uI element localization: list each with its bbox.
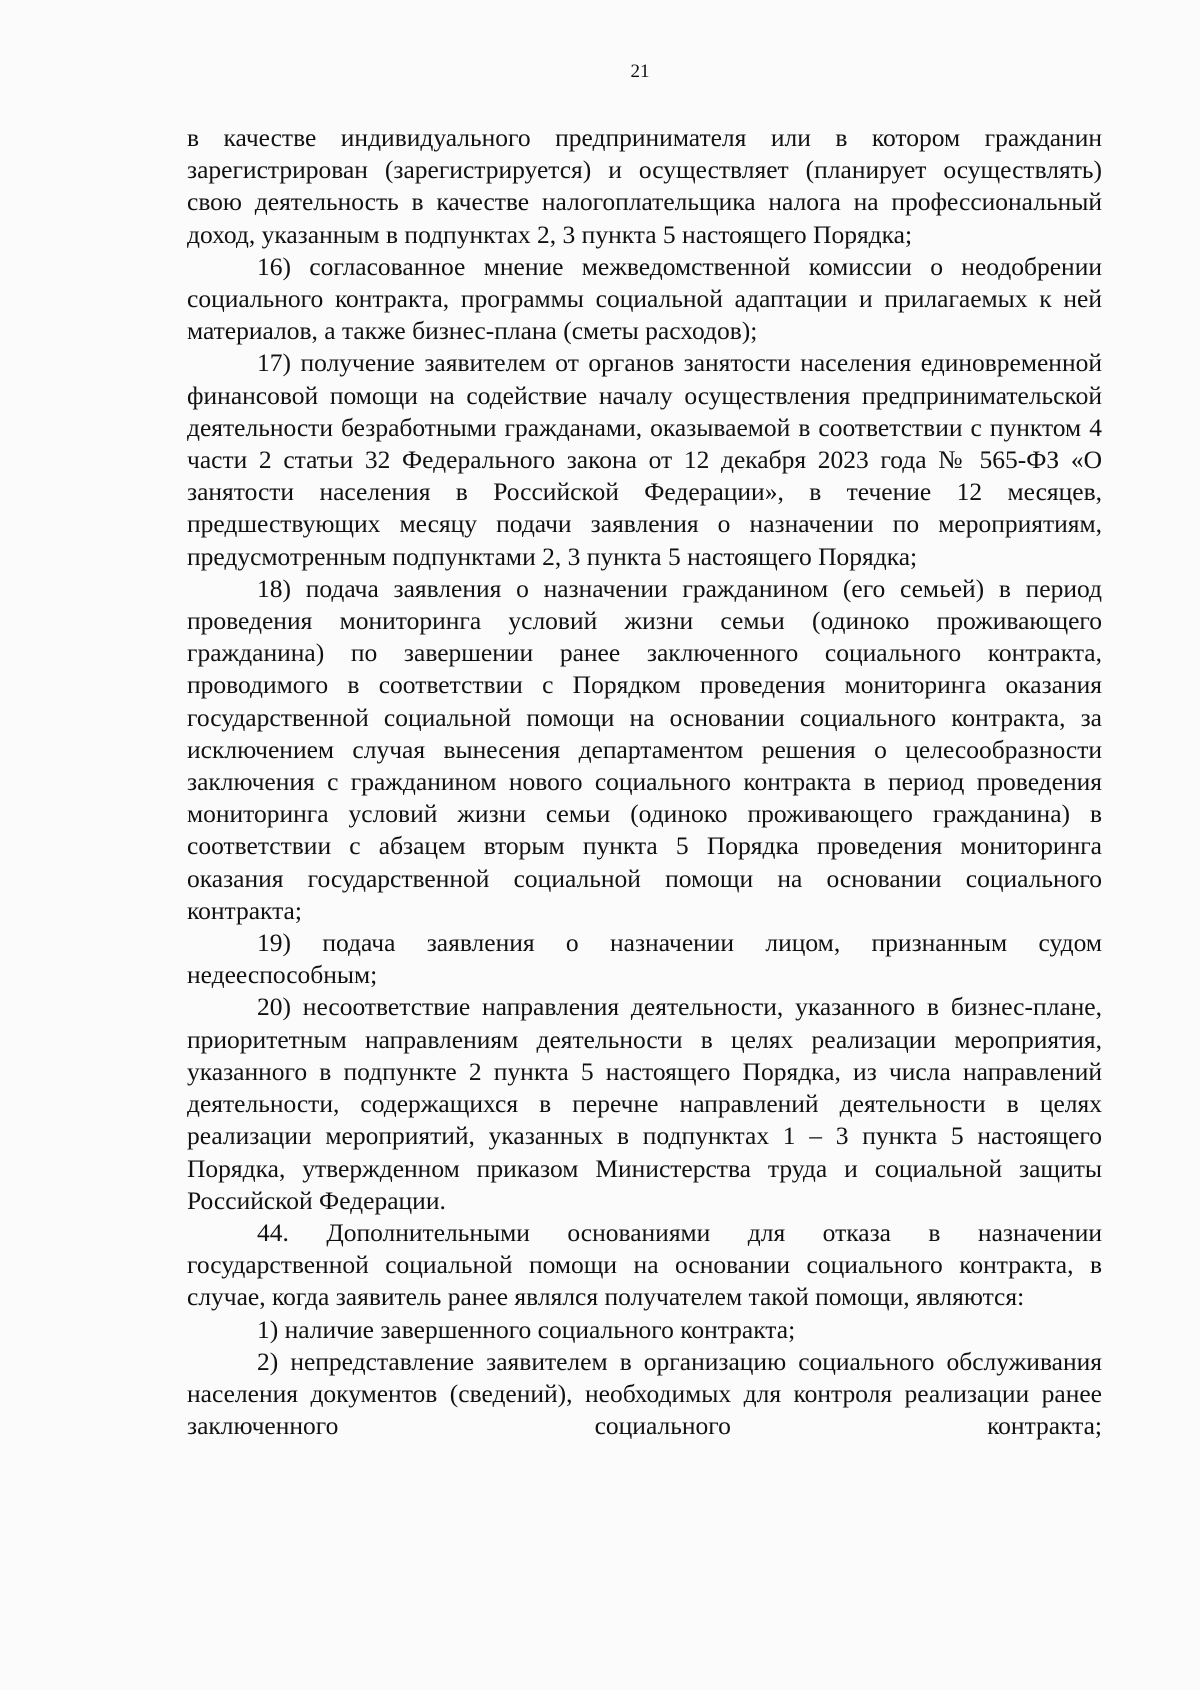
document-body — [187, 122, 1102, 1442]
paragraph-item-19: 19) подача заявления о назначении лицом, признанным судом недееспособным; — [187, 928, 1102, 990]
paragraph-item-17: 17) получение заявителем от органов занятости населения единовременной финансовой помощи на содействие началу осуществления предпринимательской деятельности безработными гражданами, оказываемой в соответствии с пунктом 4 части 2 статьи 32 Федерального закона от 12 декабря 2023 года № 565-ФЗ «О занятости населения в Российской Федерации», в течение 12 месяцев, предшествующих месяцу подачи заявления о назначении по мероприятиям, предусмотренным подпунктами 2, 3 пункта 5 настоящего Порядка; — [187, 348, 1102, 571]
paragraph-item-16: 16) согласованное мнение межведомственной комиссии о неодобрении социального контракта, программы социальной адаптации и прилагаемых к ней материалов, а также бизнес-плана (сметы расходов); — [187, 251, 1102, 346]
paragraph-continuation: в качестве индивидуального предпринимателя или в котором гражданин зарегистрирован (зарегистрируется) и осуществляет (планирует осуществлять) свою деятельность в качестве налогоплательщика налога на профессиональный доход, указанным в подпунктах 2, 3 пункта 5 настоящего Порядка; — [187, 123, 1102, 249]
paragraph-subitem-1: 1) наличие завершенного социального контракта; — [257, 1314, 796, 1344]
paragraph-section-44: 44. Дополнительными основаниями для отказа в назначении государственной социальной помощи на основании социального контракта, в случае, когда заявитель ранее являлся получателем такой помощи, являются: — [187, 1217, 1102, 1312]
paragraph-subitem-2: 2) непредставление заявителем в организацию социального обслуживания населения документов (сведений), необходимых для контроля реализации ранее заключенного социального контракта; — [187, 1346, 1102, 1441]
paragraph-item-20: 20) несоответствие направления деятельности, указанного в бизнес-плане, приоритетным направлениям деятельности в целях реализации мероприятия, указанного в подпункте 2 пункта 5 настоящего Порядка, из числа направлений деятельности, содержащихся в перечне направлений деятельности в целях реализации мероприятий, указанных в подпунктах 1 – 3 пункта 5 настоящего Порядка, утвержденном приказом Министерства труда и социальной защиты Российской Федерации. — [187, 992, 1102, 1215]
page-number: 21 — [630, 61, 650, 82]
paragraph-item-18: 18) подача заявления о назначении гражданином (его семьей) в период проведения мониторинга условий жизни семьи (одиноко проживающего гражданина) по завершении ранее заключенного социального контракта, проводимого в соответствии с Порядком проведения мониторинга оказания государственной социальной помощи на основании социального контракта, за исключением случая вынесения департаментом решения о целесообразности заключения с гражданином нового социального контракта в период проведения мониторинга условий жизни семьи (одиноко проживающего гражданина) в соответствии с абзацем вторым пункта 5 Порядка проведения мониторинга оказания государственной социальной помощи на основании социального контракта; — [187, 573, 1102, 925]
